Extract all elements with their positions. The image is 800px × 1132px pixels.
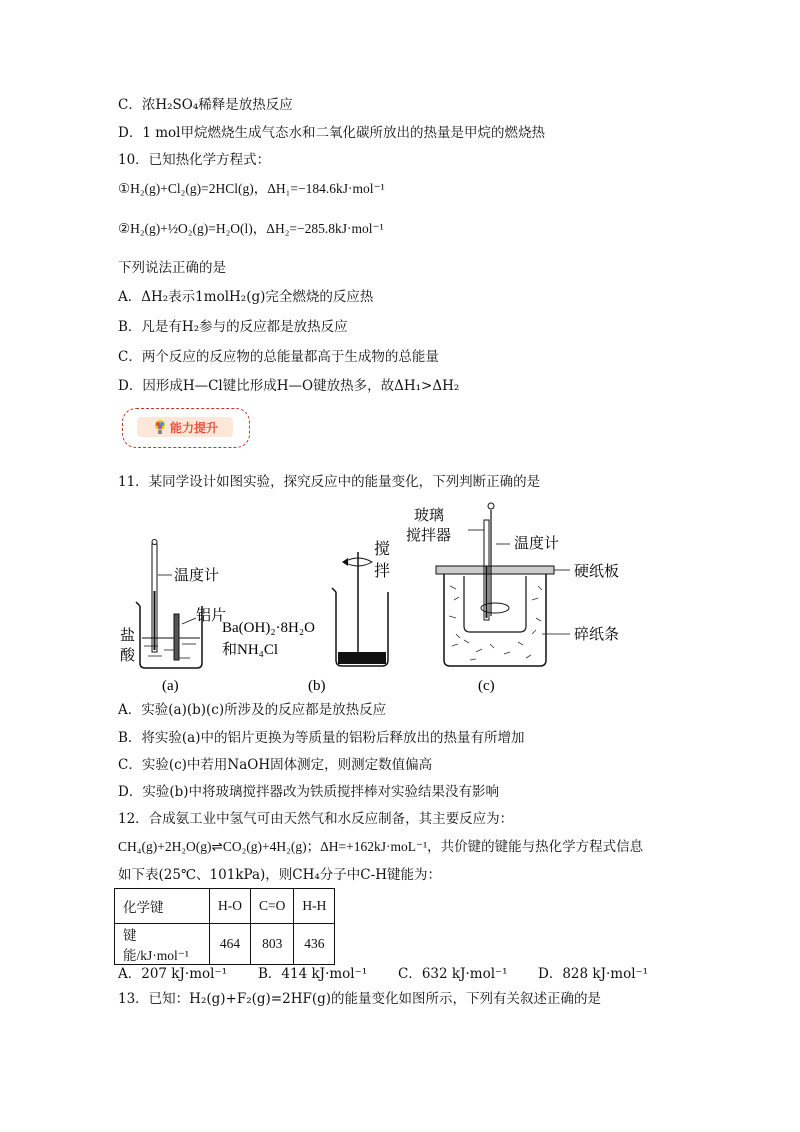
label-reagent-b-1: Ba(OH)₂·8H₂O xyxy=(222,620,315,636)
q12-option-d: D．828 kJ·mol⁻¹ xyxy=(538,966,649,982)
thermometer-a xyxy=(152,540,157,653)
q12-table-intro: 如下表(25℃、101kPa)，则CH₄分子中C-H键能为： xyxy=(118,867,441,883)
banner-inner xyxy=(137,417,233,437)
q10-equation-2: ②H₂(g)+½O₂(g)=H₂O(l)，ΔH₂=−285.8kJ·mol⁻¹ xyxy=(118,221,384,236)
table-cell: 键能/kJ·mol⁻¹ xyxy=(115,924,210,965)
q9-option-c: C．浓H₂SO₄稀释是放热反应 xyxy=(118,97,293,113)
table-cell: C=O xyxy=(251,889,294,924)
q12-option-b: B．414 kJ·mol⁻¹ xyxy=(258,966,368,982)
beaker-a xyxy=(136,602,202,668)
table-cell: H-O xyxy=(210,889,251,924)
q11-title: 11．某同学设计如图实验，探究反应中的能量变化，下列判断正确的是 xyxy=(118,474,541,490)
bond-energy-table xyxy=(114,888,335,965)
q10-stem: 下列说法正确的是 xyxy=(118,260,226,276)
calorimeter-c xyxy=(436,503,554,666)
ability-banner xyxy=(122,408,250,448)
label-stirrer-c-2: 搅拌器 xyxy=(406,528,452,544)
label-paper-c: 碎纸条 xyxy=(574,627,620,643)
label-b: (b) xyxy=(308,678,326,694)
label-stir-b-1: 搅 xyxy=(374,541,391,558)
label-foil-a: 铝片 xyxy=(196,608,227,624)
q11-option-d: D．实验(b)中将玻璃搅拌器改为铁质搅拌棒对实验结果没有影响 xyxy=(118,784,499,800)
table-cell: 464 xyxy=(210,924,251,965)
label-thermometer-c: 温度计 xyxy=(514,536,560,552)
foil-a xyxy=(174,614,179,660)
q10-equation-1: ①H₂(g)+Cl₂(g)=2HCl(g)，ΔH₁=−184.6kJ·mol⁻¹ xyxy=(118,181,385,196)
table-cell: H-H xyxy=(294,889,335,924)
table-cell: 803 xyxy=(251,924,294,965)
label-reagent-b-2: 和NH₄Cl xyxy=(222,642,279,658)
q10-option-b: B．凡是有H₂参与的反应都是放热反应 xyxy=(118,319,348,335)
q10-option-d: D．因形成H—Cl键比形成H—O键放热多，故ΔH₁>ΔH₂ xyxy=(118,378,460,394)
q12-title: 12．合成氨工业中氢气可由天然气和水反应制备，其主要反应为： xyxy=(118,811,514,827)
label-stir-b-2: 拌 xyxy=(374,563,391,580)
table-row xyxy=(115,889,335,924)
q12-option-a: A．207 kJ·mol⁻¹ xyxy=(118,966,227,982)
table-row xyxy=(115,924,335,965)
bulb-icon xyxy=(152,419,168,435)
q11-option-a: A．实验(a)(b)(c)所涉及的反应都是放热反应 xyxy=(118,702,387,718)
q11-option-c: C．实验(c)中若用NaOH固体测定，则测定数值偏高 xyxy=(118,757,433,773)
label-a: (a) xyxy=(162,678,179,694)
label-acid-a-2: 酸 xyxy=(120,648,136,664)
q12-equation: CH₄(g)+2H₂O(g)⇌CO₂(g)+4H₂(g)；ΔH=+162kJ·moL⁻¹，共价键的键能与热化学方程式信息 xyxy=(118,839,644,854)
q10-option-c: C．两个反应的反应物的总能量都高于生成物的总能量 xyxy=(118,349,439,365)
table-cell: 436 xyxy=(294,924,335,965)
q11-option-b: B．将实验(a)中的铝片更换为等质量的铝粉后释放出的热量有所增加 xyxy=(118,730,525,746)
q10-option-a: A．ΔH₂表示1molH₂(g)完全燃烧的反应热 xyxy=(118,289,374,305)
q12-option-c: C．632 kJ·mol⁻¹ xyxy=(398,966,508,982)
q9-option-d: D．1 mol甲烷燃烧生成气态水和二氧化碳所放出的热量是甲烷的燃烧热 xyxy=(118,125,545,141)
banner-text: 能力提升 xyxy=(169,420,218,435)
q10-title: 10．已知热化学方程式： xyxy=(118,152,271,168)
label-c: (c) xyxy=(478,678,495,694)
label-acid-a-1: 盐 xyxy=(120,628,136,644)
experiment-figure xyxy=(118,496,678,696)
q13-title: 13．已知：H₂(g)+F₂(g)=2HF(g)的能量变化如图所示，下列有关叙述正确的是 xyxy=(118,991,602,1007)
table-cell: 化学键 xyxy=(115,889,210,924)
label-stirrer-c-1: 玻璃 xyxy=(414,508,445,524)
label-thermometer-a: 温度计 xyxy=(174,568,220,584)
label-board-c: 硬纸板 xyxy=(574,564,620,580)
